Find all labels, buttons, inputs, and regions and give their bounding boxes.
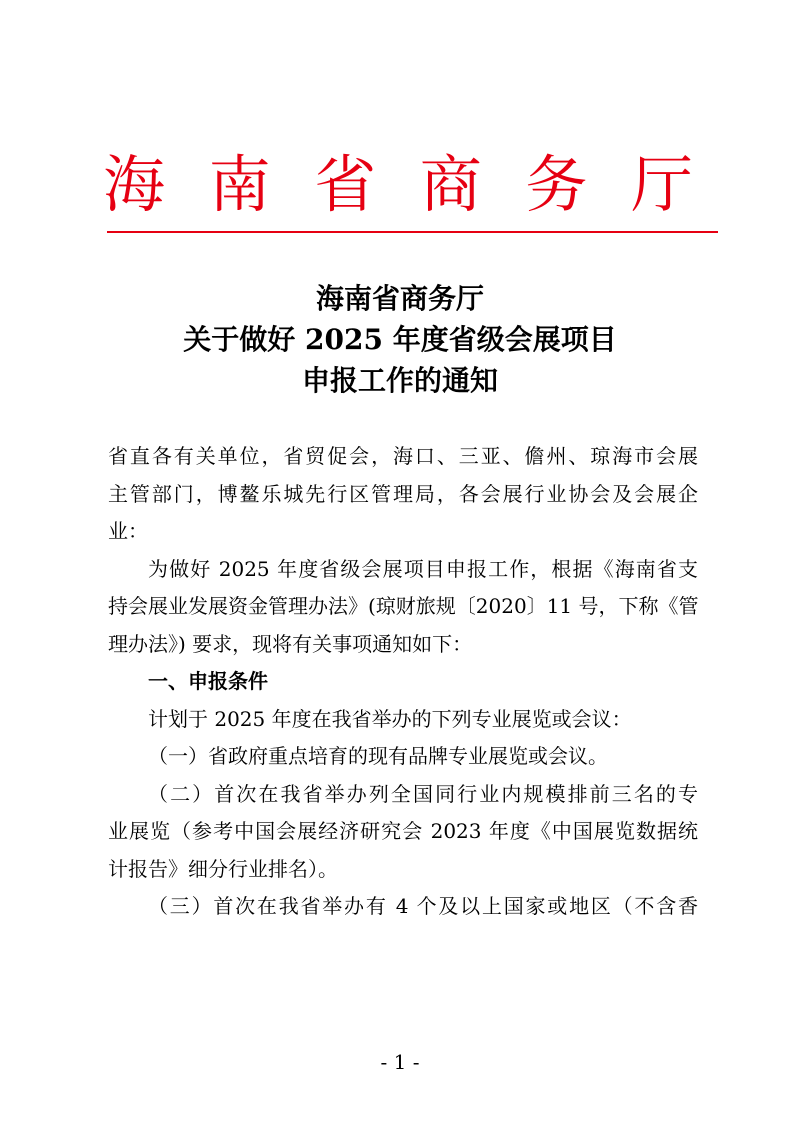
body-line: 主管部门，博鳌乐城先行区管理局，各会展行业协会及会展企 <box>108 481 698 506</box>
body-line: 理办法》) 要求，现将有关事项通知如下： <box>108 631 473 656</box>
masthead-char: 省 <box>314 148 377 221</box>
masthead-char: 南 <box>208 148 271 221</box>
masthead-char: 厅 <box>630 148 693 221</box>
red-divider <box>107 231 718 233</box>
masthead-char: 务 <box>525 148 588 221</box>
document-title <box>0 278 800 401</box>
document-body <box>108 438 698 926</box>
title-line: 申报工作的通知 <box>301 364 498 397</box>
body-line: （三）首次在我省举办有 4 个及以上国家或地区（不含香 <box>148 894 698 918</box>
masthead-char: 商 <box>419 148 482 221</box>
page-number: - 1 - <box>380 1050 420 1074</box>
issuer-masthead <box>103 150 693 220</box>
body-line: 省直各有关单位，省贸促会，海口、三亚、儋州、琼海市会展 <box>108 444 698 468</box>
body-line: 计报告》细分行业排名）。 <box>108 856 338 881</box>
title-line: 关于做好 2025 年度省级会展项目 <box>183 323 617 356</box>
body-line: （一）省政府重点培育的现有品牌专业展览或会议。 <box>148 744 608 768</box>
section-heading: 一、申报条件 <box>148 669 268 693</box>
title-line: 海南省商务厅 <box>315 282 484 315</box>
body-line: 为做好 2025 年度省级会展项目申报工作，根据《海南省支 <box>148 556 698 581</box>
body-line: 业展览（参考中国会展经济研究会 2023 年度《中国展览数据统 <box>108 819 698 843</box>
body-line: 业： <box>108 519 148 543</box>
masthead-char: 海 <box>103 148 166 221</box>
body-line: 持会展业发展资金管理办法》(琼财旅规〔2020〕11 号，下称《管 <box>108 594 699 618</box>
body-line: （二）首次在我省举办列全国同行业内规模排前三名的专 <box>148 781 698 806</box>
body-line: 计划于 2025 年度在我省举办的下列专业展览或会议： <box>148 706 632 731</box>
